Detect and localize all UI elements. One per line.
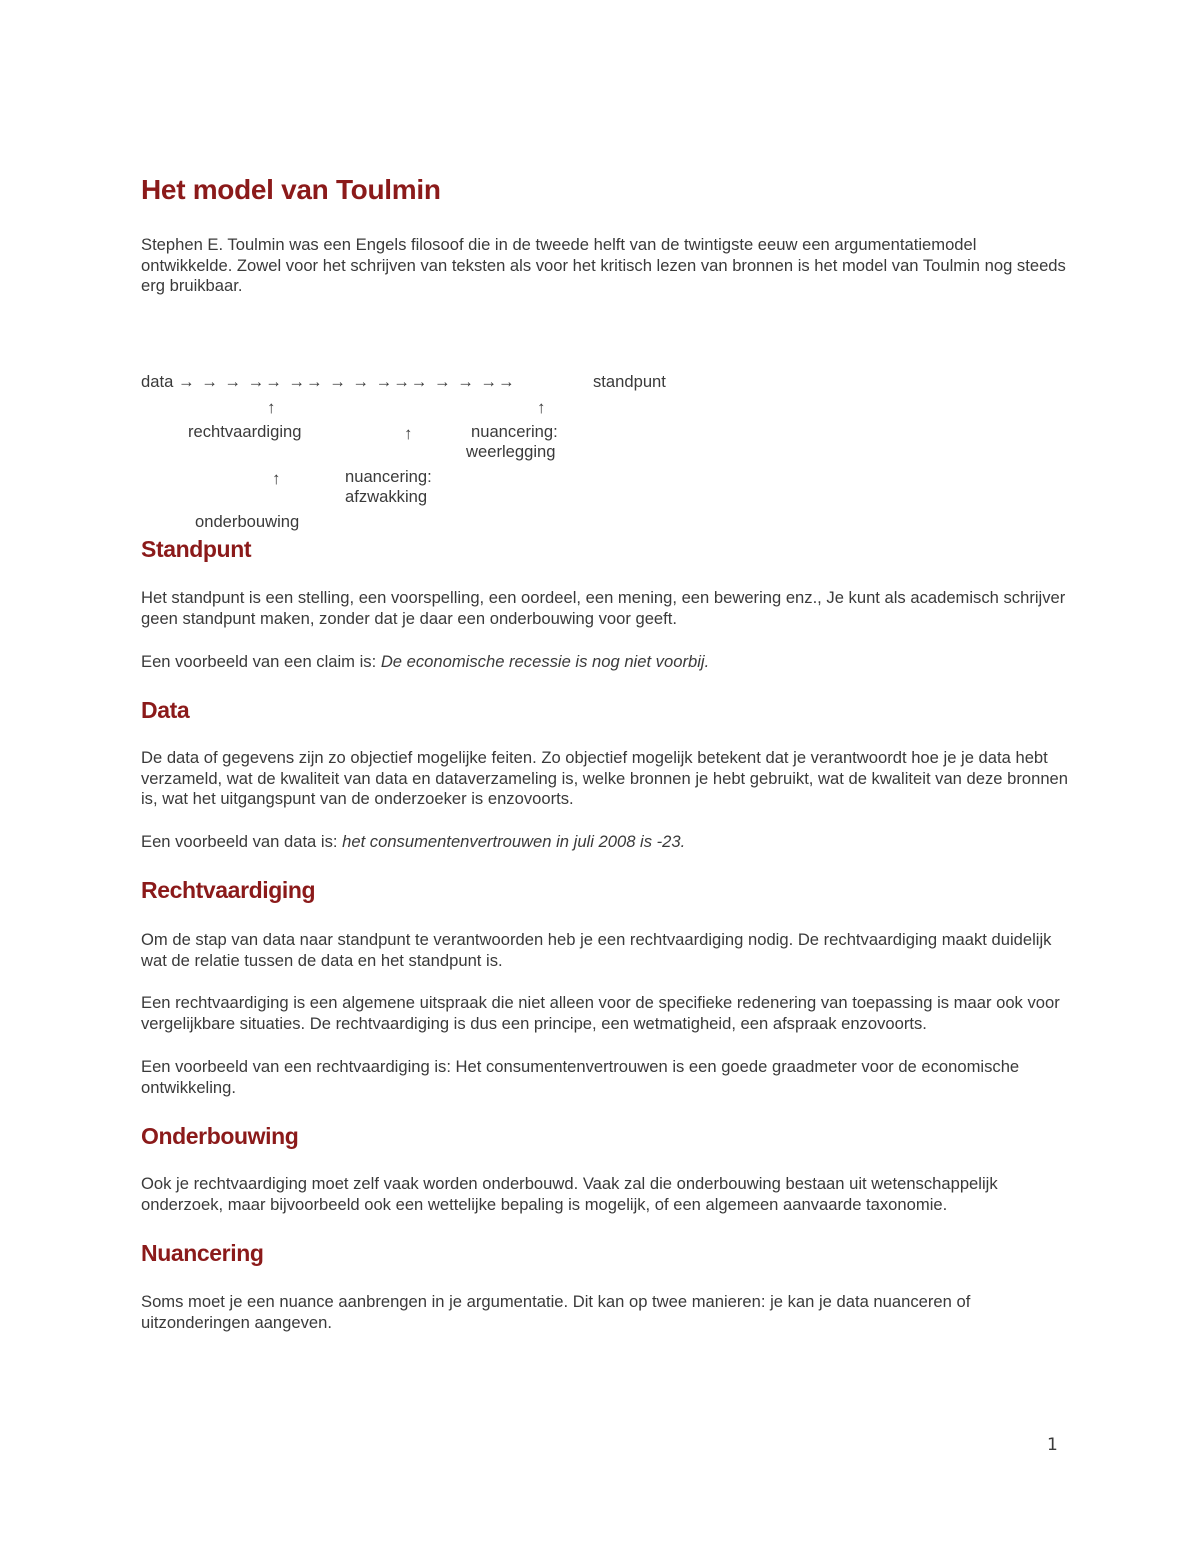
section-heading-rechtvaardiging: Rechtvaardiging bbox=[141, 877, 316, 903]
page-title: Het model van Toulmin bbox=[141, 174, 441, 205]
standpunt-example bbox=[141, 652, 1071, 673]
section-heading-nuancering: Nuancering bbox=[141, 1240, 264, 1266]
rechtvaardiging-paragraph-3: Een voorbeeld van een rechtvaardiging is: Het consumentenvertrouwen is een goede graadmeter voor de economische ontwikkeling. bbox=[141, 1057, 1020, 1097]
up-arrow-icon: ↑ bbox=[272, 469, 281, 488]
diagram-nuancering-afzwakking-line2: afzwakking bbox=[345, 487, 428, 506]
data-example bbox=[141, 832, 1071, 853]
diagram-nuancering-weerlegging-line1: nuancering: bbox=[471, 422, 558, 441]
rechtvaardiging-paragraph-1: Om de stap van data naar standpunt te verantwoorden heb je een rechtvaardiging nodig. De rechtvaardiging maakt duidelijk wat de relatie tussen de data en het standpunt is. bbox=[141, 930, 1052, 970]
nuancering-paragraph: Soms moet je een nuance aanbrengen in je argumentatie. Dit kan op twee manieren: je kan je data nuanceren of uitzonderingen aangeven. bbox=[141, 1292, 971, 1332]
diagram-onderbouwing-label: onderbouwing bbox=[195, 512, 300, 531]
intro-paragraph: Stephen E. Toulmin was een Engels filosoof die in de tweede helft van de twintigste eeuw een argumentatiemodel ontwikkelde. Zowel voor het schrijven van teksten als voor het kritisch lezen van bronnen is het model van Toulmin nog steeds erg bruikbaar. bbox=[141, 235, 1066, 295]
example-italic: het consumentenvertrouwen in juli 2008 is -23. bbox=[342, 832, 686, 851]
up-arrow-icon: ↑ bbox=[537, 398, 546, 417]
example-prefix: Een voorbeeld van een claim is: bbox=[141, 652, 381, 671]
rechtvaardiging-paragraph-2: Een rechtvaardiging is een algemene uitspraak die niet alleen voor de specifieke redenering van toepassing is maar ook voor vergelijkbare situaties. De rechtvaardiging is dus een principe, een wetmatigheid, een afspraak enzovoorts. bbox=[141, 993, 1060, 1033]
onderbouwing-paragraph: Ook je rechtvaardiging moet zelf vaak worden onderbouwd. Vaak zal die onderbouwing bestaan uit wetenschappelijk onderzoek, maar bijvoorbeeld ook een wettelijke bepaling is mogelijk, of een algemeen aanvaarde taxonomie. bbox=[141, 1174, 998, 1214]
diagram-nuancering-weerlegging-line2: weerlegging bbox=[466, 442, 556, 461]
up-arrow-icon: ↑ bbox=[267, 398, 276, 417]
section-heading-onderbouwing: Onderbouwing bbox=[141, 1123, 299, 1149]
diagram-data-label: data bbox=[141, 372, 174, 391]
diagram-rechtvaardiging-label: rechtvaardiging bbox=[188, 422, 302, 441]
data-paragraph: De data of gegevens zijn zo objectief mogelijke feiten. Zo objectief mogelijk betekent dat je verantwoordt hoe je je data hebt verzameld, wat de kwaliteit van data en dataverzameling is, welke bronnen je hebt gebruikt, wat de kwaliteit van deze bronnen is, wat het uitgangspunt van de onderzoeker is enzovoorts. bbox=[141, 748, 1069, 808]
example-italic: De economische recessie is nog niet voorbij. bbox=[380, 652, 710, 671]
page-number: 1 bbox=[1047, 1435, 1058, 1455]
diagram-nuancering-afzwakking-line1: nuancering: bbox=[345, 467, 432, 486]
diagram-arrows: → → → →→ →→ → → →→→ → → →→ bbox=[178, 372, 516, 391]
section-heading-standpunt: Standpunt bbox=[141, 536, 252, 562]
example-prefix: Een voorbeeld van data is: bbox=[141, 832, 343, 851]
diagram-standpunt-label: standpunt bbox=[593, 372, 666, 391]
standpunt-paragraph: Het standpunt is een stelling, een voorspelling, een oordeel, een mening, een bewering enz., Je kunt als academisch schrijver geen standpunt maken, zonder dat je daar een onderbouwing voor geeft. bbox=[141, 588, 1066, 628]
up-arrow-icon: ↑ bbox=[404, 424, 413, 443]
section-heading-data: Data bbox=[141, 697, 190, 723]
